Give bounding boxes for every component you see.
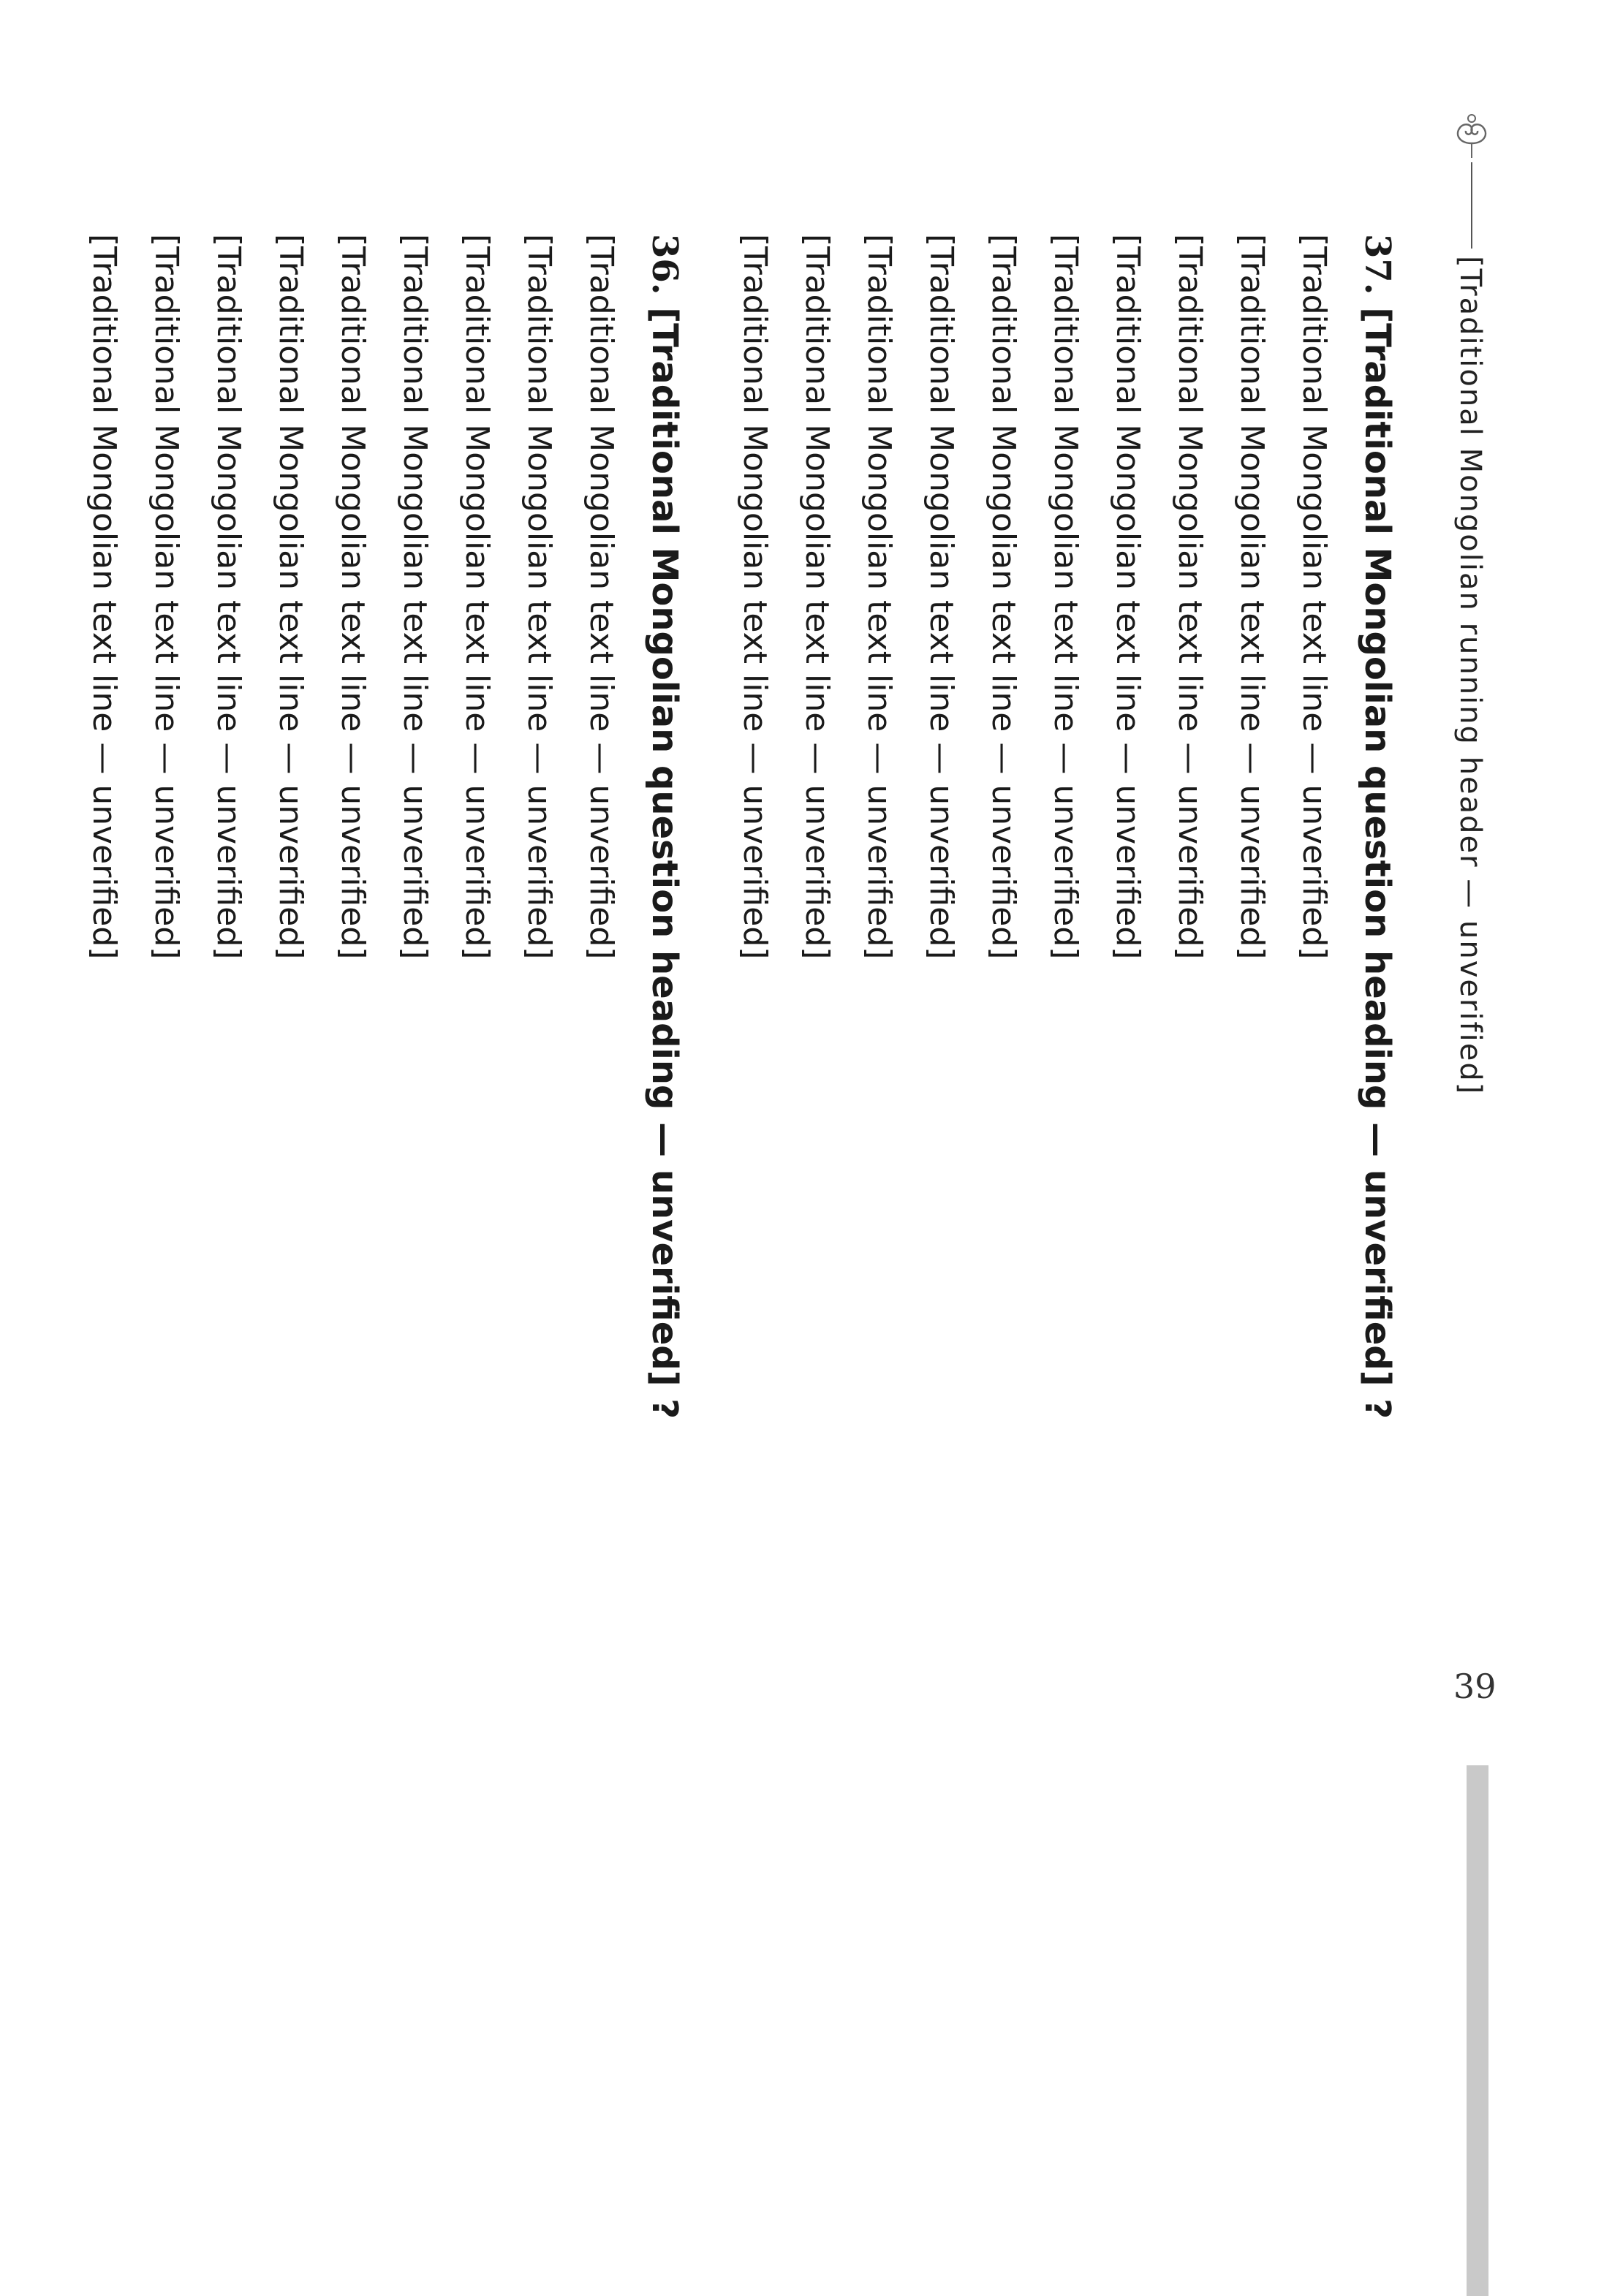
- section-0-heading: [1357, 234, 1398, 1420]
- page-number: 39: [1453, 1667, 1497, 1706]
- section-0-line: [Traditional Mongolian text line — unverified]: [1295, 234, 1333, 960]
- running-header: [1446, 110, 1497, 1096]
- section-1-line: [Traditional Mongolian text line — unverified]: [334, 234, 371, 960]
- section-0-line: [Traditional Mongolian text line — unverified]: [798, 234, 836, 960]
- section-1-line: [Traditional Mongolian text line — unverified]: [521, 234, 558, 960]
- section-1-line: [Traditional Mongolian text line — unverified]: [272, 234, 309, 960]
- section-1-line: [Traditional Mongolian text line — unverified]: [210, 234, 247, 960]
- section-1-title: [Traditional Mongolian question heading — unverified] ?: [644, 307, 685, 1420]
- section-1-line: [Traditional Mongolian text line — unverified]: [583, 234, 620, 960]
- section-1-line: [Traditional Mongolian text line — unverified]: [458, 234, 496, 960]
- page-edge-tab: [1467, 1765, 1488, 2296]
- section-0-number: 37.: [1357, 234, 1398, 308]
- text-columns: [86, 234, 1404, 2149]
- section-0-line: [Traditional Mongolian text line — unverified]: [1233, 234, 1271, 960]
- section-0-line: [Traditional Mongolian text line — unverified]: [985, 234, 1022, 960]
- section-1-number: 36.: [644, 234, 685, 308]
- section-0-line: [Traditional Mongolian text line — unverified]: [736, 234, 773, 960]
- section-1-line: [Traditional Mongolian text line — unverified]: [396, 234, 434, 960]
- section-0-line: [Traditional Mongolian text line — unverified]: [1171, 234, 1208, 960]
- section-0-line: [Traditional Mongolian text line — unverified]: [1109, 234, 1146, 960]
- running-title: [Traditional Mongolian running header — unverified]: [1453, 256, 1487, 1096]
- section-1-line: [Traditional Mongolian text line — unverified]: [86, 234, 123, 960]
- scroll-ornament-icon: [1446, 110, 1497, 161]
- section-0-line: [Traditional Mongolian text line — unverified]: [860, 234, 898, 960]
- section-0-title: [Traditional Mongolian question heading — unverified] ?: [1357, 307, 1398, 1420]
- section-0-line: [Traditional Mongolian text line — unverified]: [1047, 234, 1084, 960]
- section-1-line: [Traditional Mongolian text line — unverified]: [148, 234, 185, 960]
- header-rule: [1471, 162, 1472, 249]
- section-0-line: [Traditional Mongolian text line — unverified]: [923, 234, 960, 960]
- section-1-heading: [644, 234, 685, 1420]
